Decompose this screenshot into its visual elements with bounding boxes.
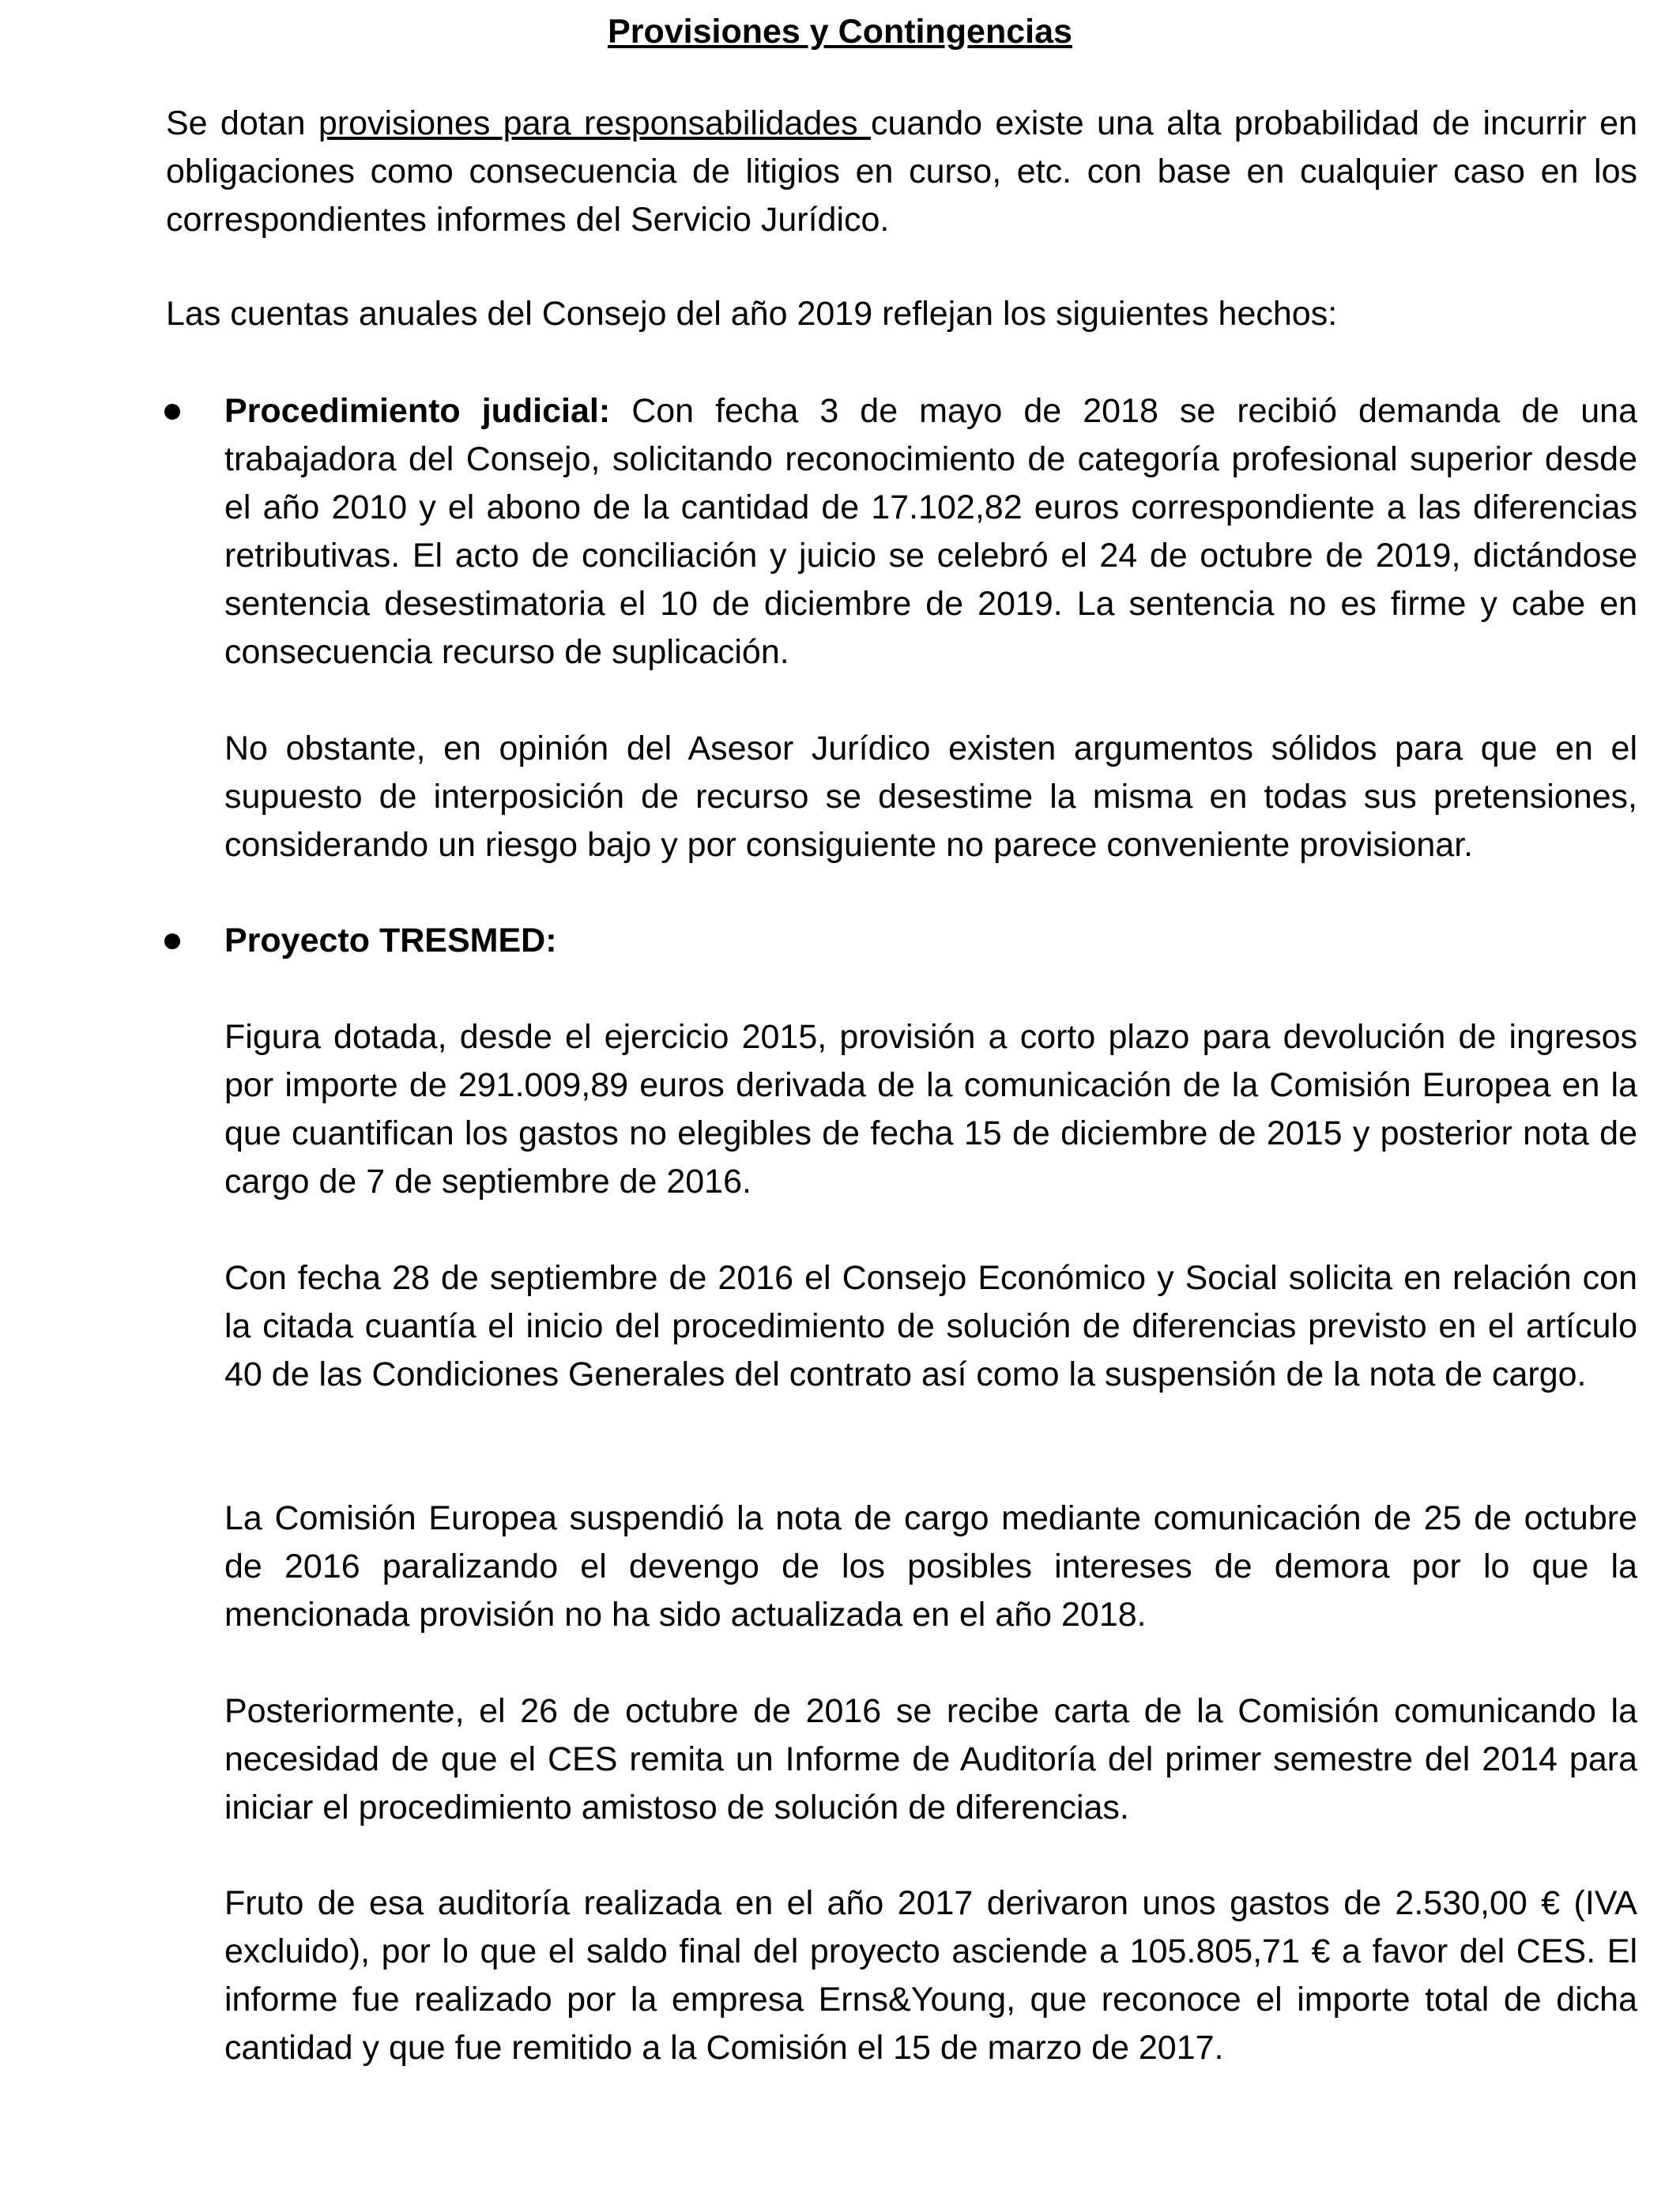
bullet2-paragraph2: Con fecha 28 de septiembre de 2016 el Consejo Económico y Social solicita en relación con la citada cuantía el inicio del procedimiento de solución de diferencias previsto en el artículo 40 de las Condiciones Generales del contrato así como la suspensión de la nota de cargo.: [224, 1259, 1637, 1393]
bullet1-paragraph: [224, 387, 1637, 677]
bullet-icon: [164, 933, 180, 949]
bullet2-paragraph4: Posteriormente, el 26 de octubre de 2016 se recibe carta de la Comisión comunicando la necesidad de que el CES remita un Informe de Auditoría del primer semestre del 2014 para iniciar el procedimiento amistoso de solución de diferencias.: [224, 1692, 1637, 1826]
bullet1-heading: Procedimiento judicial:: [224, 392, 611, 430]
bullet2-paragraph1: Figura dotada, desde el ejercicio 2015, provisión a corto plazo para devolución de ingresos por importe de 291.009,89 euros derivada de la comunicación de la Comisión Europea en la que cuantifican los gastos no elegibles de fecha 15 de diciembre de 2015 y posterior nota de cargo de 7 de septiembre de 2016.: [224, 1018, 1637, 1201]
bullet-icon: [164, 404, 180, 420]
provisiones-underlined-text: provisiones para responsabilidades: [318, 104, 871, 142]
bullet2-heading: Proyecto TRESMED:: [224, 922, 557, 959]
intro-rest: cuando existe una alta probabilidad de incurrir en obligaciones como consecuencia de litigios en curso, etc. con base en cualquier caso en los correspondientes informes del Servicio Jurídico.: [166, 104, 1638, 239]
bullet2-paragraph5: Fruto de esa auditoría realizada en el año 2017 derivaron unos gastos de 2.530,00 € (IVA excluido), por lo que el saldo final del proyecto asciende a 105.805,71 € a favor del CES. El informe fue realizado por la empresa Erns&Young, que reconoce el importe total de dicha cantidad y que fue remitido a la Comisión el 15 de marzo de 2017.: [224, 1884, 1637, 2067]
intro-paragraph: [166, 100, 1637, 244]
bullet1-paragraph2: No obstante, en opinión del Asesor Jurídico existen argumentos sólidos para que en el supuesto de interposición de recurso se desestime la misma en todas sus pretensiones, considerando un riesgo bajo y por consiguiente no parece conveniente provisionar.: [224, 729, 1637, 864]
accounts-line: Las cuentas anuales del Consejo del año 2019 reflejan los siguientes hechos:: [166, 295, 1338, 333]
page-title: Provisiones y Contingencias: [608, 13, 1072, 51]
bullet2-paragraph3: La Comisión Europea suspendió la nota de cargo mediante comunicación de 25 de octubre de 2016 paralizando el devengo de los posibles intereses de demora por lo que la mencionada provisión no ha sido actualizada en el año 2018.: [224, 1499, 1637, 1634]
intro-lead: Se dotan: [166, 104, 318, 142]
bullet1-text: Con fecha 3 de mayo de 2018 se recibió demanda de una trabajadora del Consejo, solicitando reconocimiento de categoría profesional superior desde el año 2010 y el abono de la cantidad de 17.102,82 euros correspondiente a las diferencias retributivas. El acto de conciliación y juicio se celebró el 24 de octubre de 2019, dictándose sentencia desestimatoria el 10 de diciembre de 2019. La sentencia no es firme y cabe en consecuencia recurso de suplicación.: [224, 392, 1637, 671]
